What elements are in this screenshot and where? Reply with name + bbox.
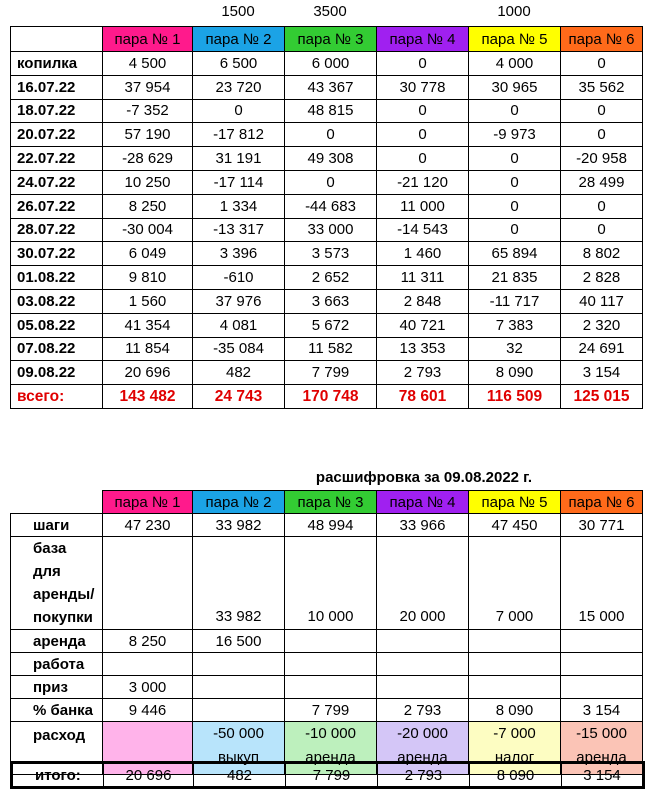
- breakdown-row: [11, 514, 643, 537]
- table-row: [11, 266, 643, 290]
- cell-value: 7 799: [285, 699, 377, 722]
- final-total-value: 2 793: [378, 763, 470, 788]
- cell-value: [103, 653, 193, 676]
- pair-5-header: пара № 5: [469, 27, 561, 52]
- total-label: всего:: [11, 385, 103, 409]
- cell-value: [469, 630, 561, 653]
- row-label: 28.07.22: [11, 218, 103, 242]
- total-value: 24 743: [193, 385, 285, 409]
- row-label: 22.07.22: [11, 147, 103, 171]
- breakdown-title: расшифровка за 09.08.2022 г.: [315, 469, 533, 486]
- cell-value: [103, 537, 193, 630]
- cell-value: -610: [193, 266, 285, 290]
- cell-value: 4 500: [103, 52, 193, 76]
- cell-value: 10 000: [285, 537, 377, 630]
- cell-value: 6 500: [193, 52, 285, 76]
- expense-note: аренда: [397, 749, 448, 766]
- cell-value: 6 000: [285, 52, 377, 76]
- table-row: [11, 147, 643, 171]
- row-label: 05.08.22: [11, 313, 103, 337]
- cell-value: -13 317: [193, 218, 285, 242]
- total-value: 170 748: [285, 385, 377, 409]
- cell-value: 2 848: [377, 289, 469, 313]
- cell-value: [193, 653, 285, 676]
- final-total-value: 8 090: [470, 763, 562, 788]
- cell-value: 65 894: [469, 242, 561, 266]
- row-label: 01.08.22: [11, 266, 103, 290]
- row-label: 20.07.22: [11, 123, 103, 147]
- cell-value: 0: [377, 99, 469, 123]
- cell-value: 20 696: [103, 361, 193, 385]
- table-row: [11, 99, 643, 123]
- cell-value: 30 778: [377, 75, 469, 99]
- cell-value: [285, 676, 377, 699]
- cell-value: 37 976: [193, 289, 285, 313]
- cell-value: -11 717: [469, 289, 561, 313]
- cell-value: 0: [285, 170, 377, 194]
- cell-value: 47 450: [469, 514, 561, 537]
- cell-value: [561, 653, 643, 676]
- cell-value: 7 383: [469, 313, 561, 337]
- cell-value: 43 367: [285, 75, 377, 99]
- expense-note: налог: [494, 749, 535, 766]
- cell-value: -17 114: [193, 170, 285, 194]
- cell-value: 0: [469, 194, 561, 218]
- cell-value: [469, 676, 561, 699]
- cell-value: -20 958: [561, 147, 643, 171]
- cell-value: [193, 676, 285, 699]
- total-value: 143 482: [103, 385, 193, 409]
- breakdown-row: [11, 630, 643, 653]
- expense-note: выкуп: [217, 749, 260, 766]
- pair-4-header: пара № 4: [377, 27, 469, 52]
- cell-value: -35 084: [193, 337, 285, 361]
- row-label: 09.08.22: [11, 361, 103, 385]
- cell-value: 7 000: [469, 537, 561, 630]
- cell-value: 8 090: [469, 699, 561, 722]
- cell-value: 33 966: [377, 514, 469, 537]
- breakdown-row: [11, 537, 643, 630]
- cell-value: -28 629: [103, 147, 193, 171]
- cell-value: 49 308: [285, 147, 377, 171]
- row-label: 26.07.22: [11, 194, 103, 218]
- table-row: [11, 75, 643, 99]
- cell-value: 48 994: [285, 514, 377, 537]
- cell-value: 3 663: [285, 289, 377, 313]
- cell-value: 47 230: [103, 514, 193, 537]
- final-total-value: 3 154: [562, 763, 644, 788]
- cell-value: -9 973: [469, 123, 561, 147]
- cell-value: 3 396: [193, 242, 285, 266]
- cell-value: 40 721: [377, 313, 469, 337]
- cell-value: 0: [561, 52, 643, 76]
- total-value: 78 601: [377, 385, 469, 409]
- cell-value: 11 854: [103, 337, 193, 361]
- cell-value: 32: [469, 337, 561, 361]
- row-label: 07.08.22: [11, 337, 103, 361]
- cell-value: 0: [377, 123, 469, 147]
- cell-value: 57 190: [103, 123, 193, 147]
- table-row: [11, 242, 643, 266]
- cell-value: 41 354: [103, 313, 193, 337]
- cell-value: -44 683: [285, 194, 377, 218]
- cell-value: [377, 676, 469, 699]
- cell-value: 8 802: [561, 242, 643, 266]
- cell-value: 1 560: [103, 289, 193, 313]
- cell-value: 24 691: [561, 337, 643, 361]
- cell-value: 0: [377, 52, 469, 76]
- cell-value: 3 573: [285, 242, 377, 266]
- cell-value: 3 000: [103, 676, 193, 699]
- cell-value: 8 250: [103, 630, 193, 653]
- cell-value: [377, 653, 469, 676]
- cell-value: [193, 699, 285, 722]
- cell-value: 8 250: [103, 194, 193, 218]
- row-label: % банка: [11, 699, 103, 722]
- pair-1-header: пара № 1: [103, 491, 193, 514]
- expense-amount: -10 000: [305, 725, 356, 742]
- cell-value: 33 982: [193, 514, 285, 537]
- cell-value: 0: [561, 99, 643, 123]
- breakdown-header-row: [11, 491, 643, 514]
- cell-value: 9 810: [103, 266, 193, 290]
- total-value: 125 015: [561, 385, 643, 409]
- row-label: аренда: [11, 630, 103, 653]
- cell-value: [285, 630, 377, 653]
- cell-value: -14 543: [377, 218, 469, 242]
- cell-value: 482: [193, 361, 285, 385]
- expense-note: аренда: [305, 749, 356, 766]
- cell-value: 5 672: [285, 313, 377, 337]
- row-label: 18.07.22: [11, 99, 103, 123]
- cell-value: [561, 630, 643, 653]
- cell-value: 3 154: [561, 699, 643, 722]
- corner-cell: [11, 491, 103, 514]
- cell-value: [285, 653, 377, 676]
- row-label: база для аренды/покупки: [11, 537, 103, 630]
- cell-value: 0: [469, 147, 561, 171]
- pair-5-header: пара № 5: [469, 491, 561, 514]
- expense-amount: -7 000: [493, 725, 536, 742]
- cell-value: 6 049: [103, 242, 193, 266]
- pair-3-header: пара № 3: [285, 27, 377, 52]
- cell-value: 33 982: [193, 537, 285, 630]
- cell-value: 15 000: [561, 537, 643, 630]
- header-row: [11, 27, 643, 52]
- row-label: шаги: [11, 514, 103, 537]
- cell-value: 11 582: [285, 337, 377, 361]
- cell-value: 2 320: [561, 313, 643, 337]
- note-pair3-amount: 3500: [313, 3, 347, 20]
- table-row: [11, 194, 643, 218]
- cell-value: 35 562: [561, 75, 643, 99]
- cell-value: [377, 630, 469, 653]
- cell-value: 0: [469, 99, 561, 123]
- cell-value: 0: [285, 123, 377, 147]
- cell-value: 2 828: [561, 266, 643, 290]
- pair-2-header: пара № 2: [193, 27, 285, 52]
- cell-value: 0: [377, 147, 469, 171]
- pair-4-header: пара № 4: [377, 491, 469, 514]
- savings-rows: [11, 52, 643, 385]
- breakdown-row: [11, 653, 643, 676]
- cell-value: 11 000: [377, 194, 469, 218]
- cell-value: [561, 676, 643, 699]
- final-total-label: итого:: [12, 763, 104, 788]
- pair-2-header: пара № 2: [193, 491, 285, 514]
- corner-cell: [11, 27, 103, 52]
- total-row: [11, 385, 643, 409]
- cell-value: 0: [469, 170, 561, 194]
- table-row: [11, 289, 643, 313]
- table-row: [11, 361, 643, 385]
- final-total-row: [12, 763, 644, 788]
- final-total-value: 482: [194, 763, 286, 788]
- cell-value: 0: [561, 218, 643, 242]
- breakdown-row: [11, 676, 643, 699]
- cell-value: 30 771: [561, 514, 643, 537]
- table-row: [11, 123, 643, 147]
- cell-value: [469, 653, 561, 676]
- cell-value: 2 793: [377, 361, 469, 385]
- pair-6-header: пара № 6: [561, 27, 643, 52]
- table-row: [11, 313, 643, 337]
- note-pair5-amount: 1000: [497, 3, 531, 20]
- cell-value: -21 120: [377, 170, 469, 194]
- row-label: 03.08.22: [11, 289, 103, 313]
- cell-value: 8 090: [469, 361, 561, 385]
- breakdown-table: [10, 490, 643, 775]
- final-total-value: 20 696: [104, 763, 194, 788]
- row-label: 24.07.22: [11, 170, 103, 194]
- expense-amount: -15 000: [576, 725, 627, 742]
- breakdown-rows: [11, 514, 643, 722]
- cell-value: 21 835: [469, 266, 561, 290]
- cell-value: 30 965: [469, 75, 561, 99]
- cell-value: -7 352: [103, 99, 193, 123]
- final-total-value: 7 799: [286, 763, 378, 788]
- cell-value: 16 500: [193, 630, 285, 653]
- cell-value: -30 004: [103, 218, 193, 242]
- cell-value: 13 353: [377, 337, 469, 361]
- final-total-table: [10, 761, 645, 789]
- cell-value: 37 954: [103, 75, 193, 99]
- table-row: [11, 170, 643, 194]
- cell-value: 11 311: [377, 266, 469, 290]
- table-row: [11, 52, 643, 76]
- note-pair2-amount: 1500: [221, 3, 255, 20]
- cell-value: 28 499: [561, 170, 643, 194]
- pair-6-header: пара № 6: [561, 491, 643, 514]
- row-label: работа: [11, 653, 103, 676]
- cell-value: -17 812: [193, 123, 285, 147]
- cell-value: 4 081: [193, 313, 285, 337]
- cell-value: 10 250: [103, 170, 193, 194]
- cell-value: 3 154: [561, 361, 643, 385]
- cell-value: 7 799: [285, 361, 377, 385]
- cell-value: 9 446: [103, 699, 193, 722]
- cell-value: 23 720: [193, 75, 285, 99]
- savings-table: [10, 26, 643, 409]
- row-label: приз: [11, 676, 103, 699]
- expense-amount: -20 000: [397, 725, 448, 742]
- cell-value: 0: [561, 123, 643, 147]
- cell-value: 20 000: [377, 537, 469, 630]
- table-row: [11, 218, 643, 242]
- expense-note: аренда: [576, 749, 627, 766]
- cell-value: 0: [193, 99, 285, 123]
- cell-value: 1 460: [377, 242, 469, 266]
- expense-label: расход: [11, 722, 103, 775]
- cell-value: 4 000: [469, 52, 561, 76]
- total-value: 116 509: [469, 385, 561, 409]
- cell-value: 2 652: [285, 266, 377, 290]
- cell-value: 40 117: [561, 289, 643, 313]
- cell-value: 1 334: [193, 194, 285, 218]
- cell-value: 33 000: [285, 218, 377, 242]
- expense-amount: -50 000: [213, 725, 264, 742]
- table-row: [11, 337, 643, 361]
- row-label: копилка: [11, 52, 103, 76]
- breakdown-row: [11, 699, 643, 722]
- cell-value: 0: [561, 194, 643, 218]
- cell-value: 48 815: [285, 99, 377, 123]
- pair-3-header: пара № 3: [285, 491, 377, 514]
- cell-value: 2 793: [377, 699, 469, 722]
- pair-1-header: пара № 1: [103, 27, 193, 52]
- cell-value: 0: [469, 218, 561, 242]
- row-label: 16.07.22: [11, 75, 103, 99]
- row-label: 30.07.22: [11, 242, 103, 266]
- cell-value: 31 191: [193, 147, 285, 171]
